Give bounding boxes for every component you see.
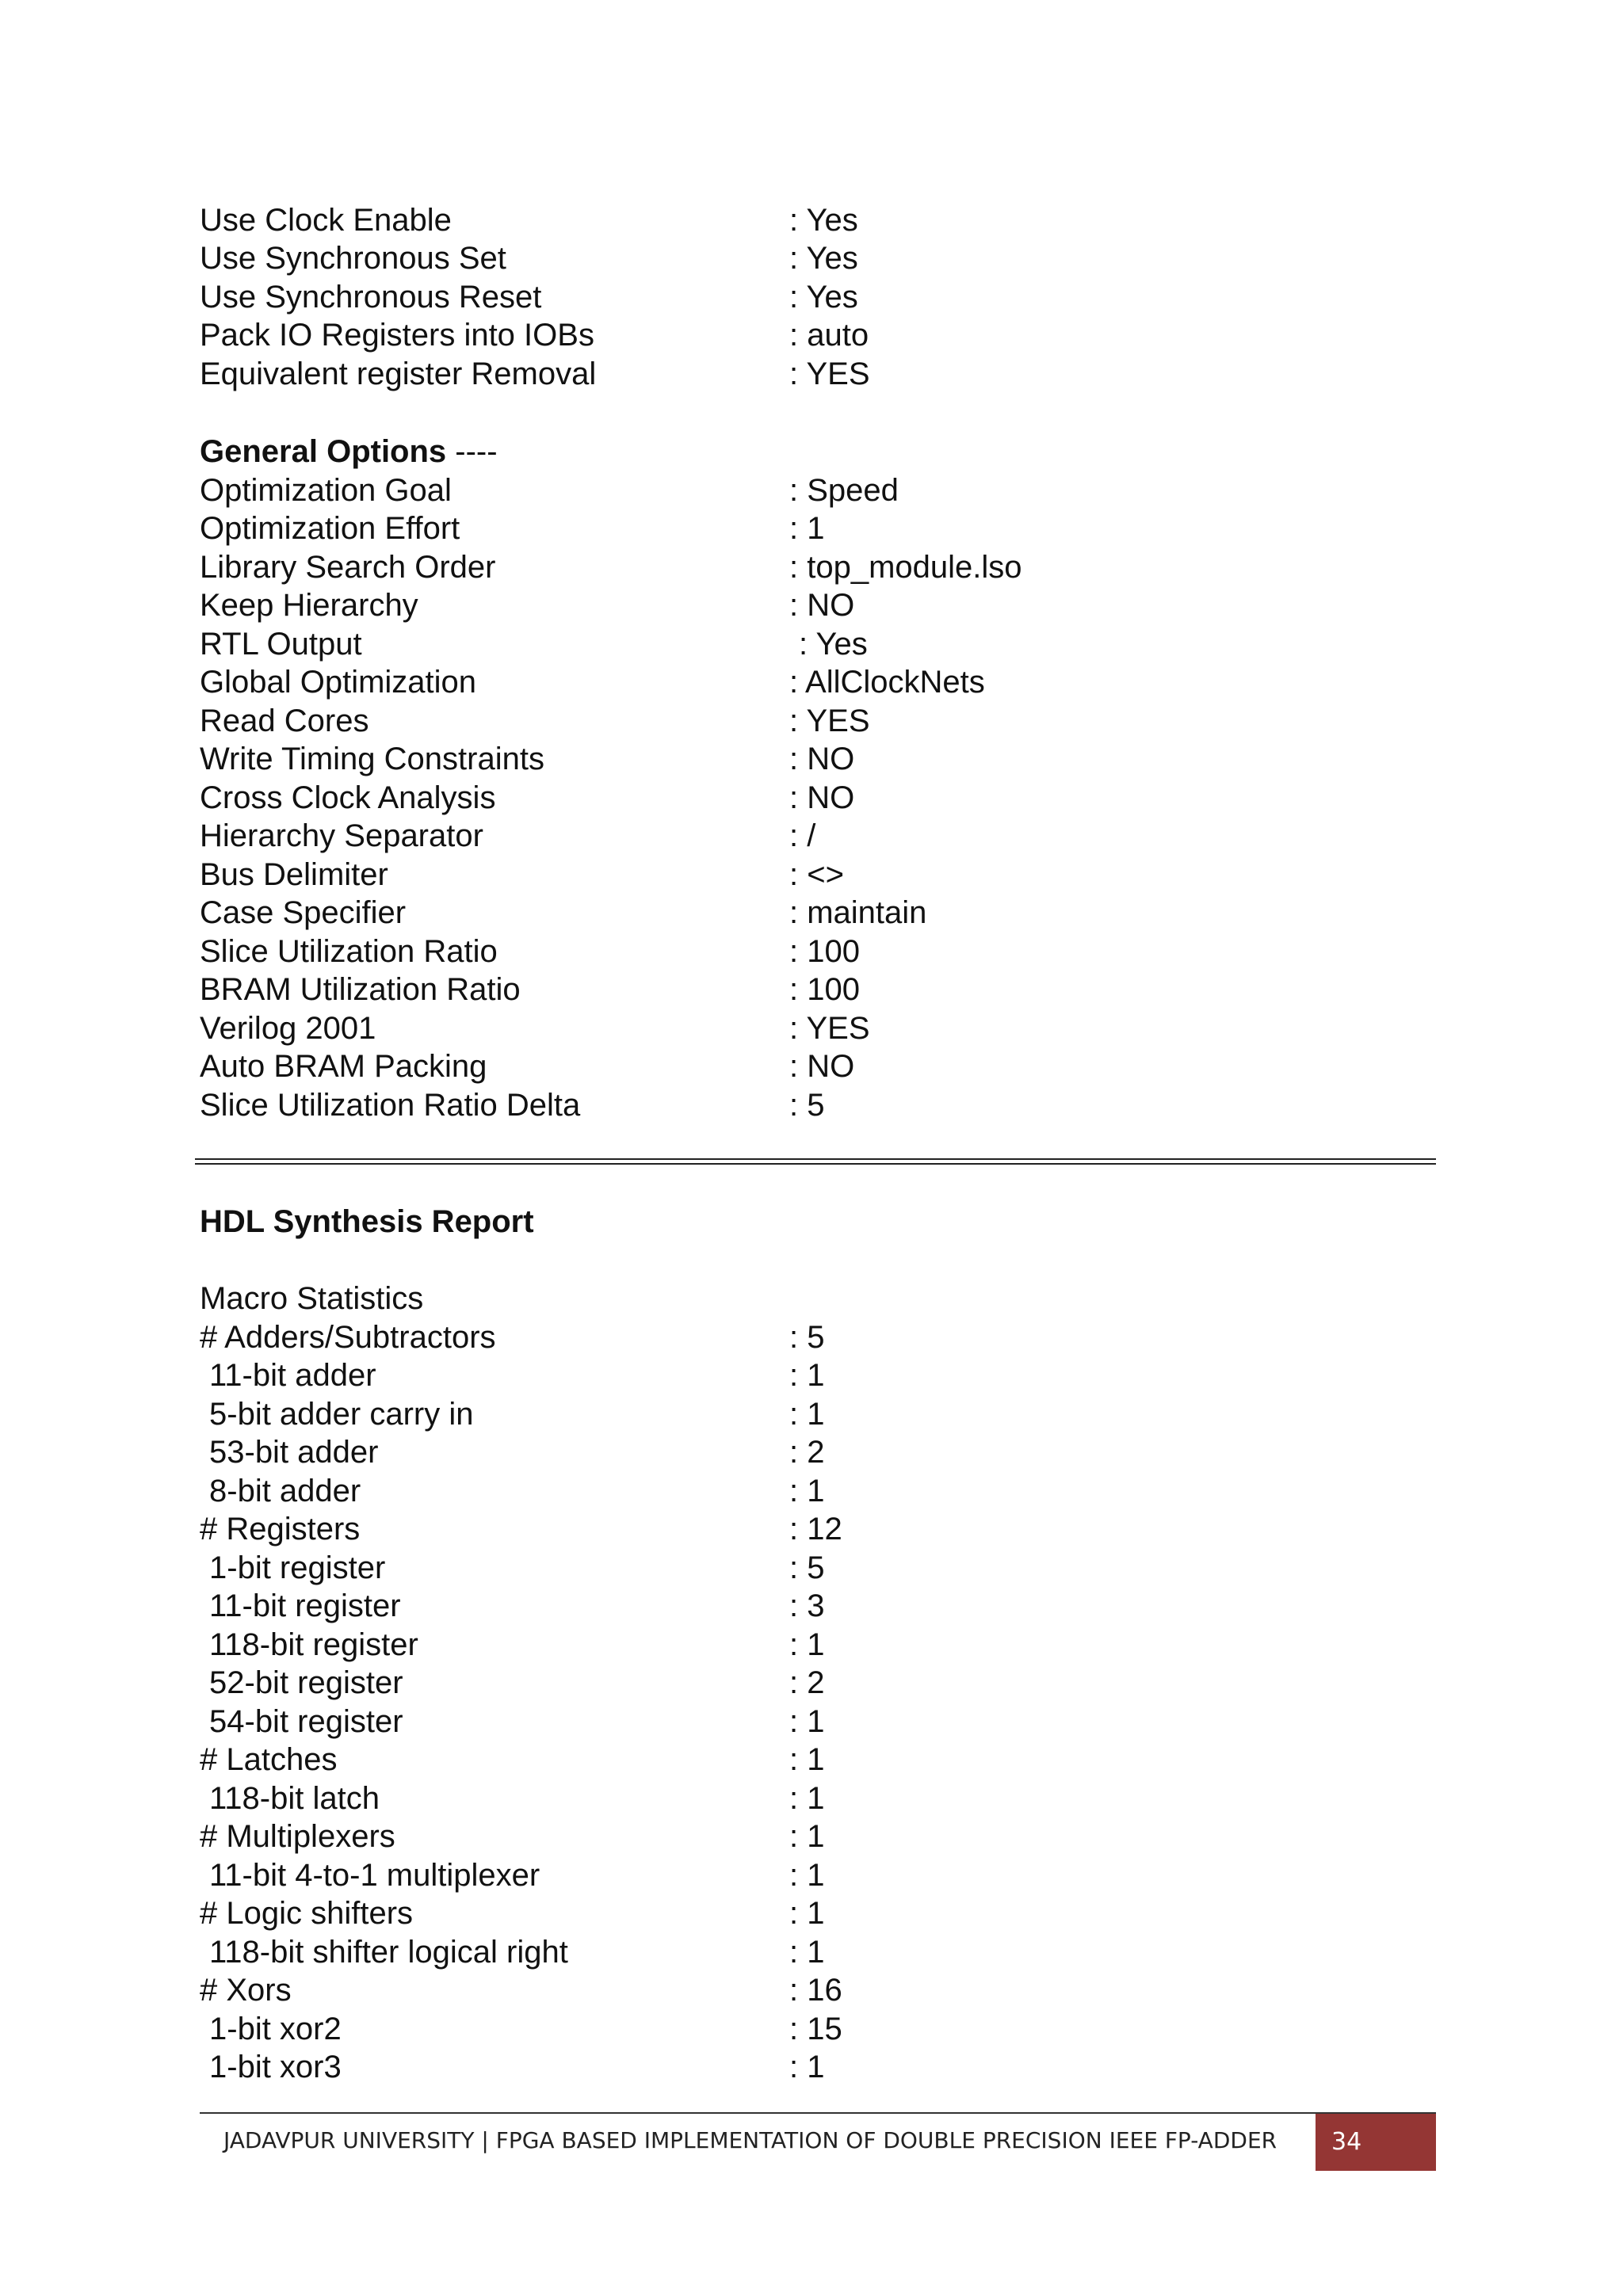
setting-row (200, 817, 1436, 855)
setting-label: 118-bit latch (209, 1781, 380, 1816)
setting-value: : 5 (789, 1088, 825, 1123)
section-heading-label: General Options (200, 434, 447, 469)
setting-value: : 1 (789, 1627, 825, 1662)
setting-label: 11-bit adder (209, 1358, 376, 1393)
setting-label: Global Optimization (200, 665, 477, 700)
setting-value: : 15 (789, 2012, 842, 2046)
setting-value: : 16 (789, 1973, 842, 2008)
setting-label: Hierarchy Separator (200, 818, 483, 853)
setting-value: : 2 (789, 1435, 825, 1470)
setting-row (200, 239, 1436, 277)
setting-label: Auto BRAM Packing (200, 1049, 487, 1084)
setting-label: 54-bit register (209, 1704, 403, 1739)
setting-value: : Yes (789, 203, 858, 238)
setting-label: Verilog 2001 (200, 1011, 376, 1046)
setting-value: : 5 (789, 1550, 825, 1585)
setting-row (200, 933, 1436, 971)
setting-row (200, 1664, 1436, 1702)
setting-row (200, 1009, 1436, 1047)
setting-value: : NO (789, 588, 855, 623)
setting-row (200, 1817, 1436, 1855)
setting-row (200, 316, 1436, 354)
setting-value: : 1 (789, 1397, 825, 1432)
section-heading (200, 1203, 1436, 1241)
setting-label: 11-bit 4-to-1 multiplexer (209, 1858, 540, 1893)
setting-label: # Multiplexers (200, 1819, 395, 1854)
setting-label: Pack IO Registers into IOBs (200, 318, 594, 353)
setting-row (200, 1472, 1436, 1510)
setting-row (200, 509, 1436, 547)
setting-value: : Yes (789, 241, 858, 276)
setting-value: : 1 (789, 511, 825, 546)
setting-row (200, 1356, 1436, 1394)
setting-value: : auto (789, 318, 869, 353)
setting-row (200, 355, 1436, 393)
setting-row (200, 586, 1436, 624)
setting-row (200, 740, 1436, 778)
setting-label: Use Synchronous Set (200, 241, 506, 276)
setting-label: # Logic shifters (200, 1896, 414, 1931)
setting-label: 5-bit adder carry in (209, 1397, 474, 1432)
setting-label: 8-bit adder (209, 1474, 361, 1508)
setting-label: 53-bit adder (209, 1435, 379, 1470)
setting-label: 11-bit register (209, 1589, 401, 1623)
setting-row (200, 1741, 1436, 1779)
setting-row (200, 663, 1436, 701)
setting-value: : 1 (789, 1819, 825, 1854)
setting-value: : 100 (789, 972, 860, 1007)
setting-label: Equivalent register Removal (200, 357, 597, 391)
setting-row (200, 1549, 1436, 1587)
setting-row (200, 2048, 1436, 2086)
setting-row (200, 201, 1436, 239)
setting-label: 1-bit xor2 (209, 2012, 342, 2046)
section-heading-suffix: ---- (446, 434, 498, 469)
setting-value: : 1 (789, 1474, 825, 1508)
setting-label: Slice Utilization Ratio (200, 934, 498, 969)
setting-row (200, 1433, 1436, 1471)
setting-value: : Speed (789, 473, 899, 508)
setting-row (200, 1587, 1436, 1625)
setting-value: : AllClockNets (789, 665, 985, 700)
setting-label: 118-bit shifter logical right (209, 1935, 568, 1970)
setting-value: : / (789, 818, 816, 853)
setting-value: : 1 (789, 1704, 825, 1739)
setting-value: : 1 (789, 1781, 825, 1816)
setting-value: : 5 (789, 1320, 825, 1355)
setting-row (200, 278, 1436, 316)
setting-value: : 1 (789, 1896, 825, 1931)
setting-label: BRAM Utilization Ratio (200, 972, 521, 1007)
setting-row (200, 702, 1436, 740)
setting-label: Use Synchronous Reset (200, 280, 542, 315)
setting-label: Optimization Effort (200, 511, 460, 546)
setting-value: : maintain (789, 895, 927, 930)
setting-value: : YES (789, 1011, 870, 1046)
setting-label: Write Timing Constraints (200, 742, 544, 776)
setting-row (200, 1779, 1436, 1817)
setting-value: : top_module.lso (789, 550, 1022, 585)
setting-label: Case Specifier (200, 895, 407, 930)
setting-row (200, 1395, 1436, 1433)
setting-value: : Yes (799, 627, 868, 662)
setting-value: : 100 (789, 934, 860, 969)
setting-label: 52-bit register (209, 1665, 403, 1700)
setting-label: # Adders/Subtractors (200, 1320, 496, 1355)
setting-value: : 3 (789, 1589, 825, 1623)
setting-row (200, 1933, 1436, 1971)
setting-label: 118-bit register (209, 1627, 418, 1662)
setting-row (200, 971, 1436, 1009)
setting-value: : NO (789, 1049, 855, 1084)
setting-label: 1-bit register (209, 1550, 386, 1585)
setting-label: Read Cores (200, 704, 369, 738)
setting-label: Slice Utilization Ratio Delta (200, 1088, 581, 1123)
page-number: 34 (1316, 2114, 1436, 2171)
setting-row (200, 471, 1436, 509)
setting-label: # Xors (200, 1973, 292, 2008)
setting-label: Cross Clock Analysis (200, 780, 496, 815)
setting-value: : 2 (789, 1665, 825, 1700)
setting-row (200, 856, 1436, 894)
setting-label: Optimization Goal (200, 473, 452, 508)
setting-label: Macro Statistics (200, 1281, 424, 1316)
setting-row (200, 779, 1436, 817)
setting-value: : YES (789, 704, 870, 738)
setting-row (200, 1086, 1436, 1124)
setting-row (200, 1318, 1436, 1356)
setting-value: : <> (789, 857, 844, 892)
setting-label: # Registers (200, 1512, 361, 1547)
setting-row (200, 1856, 1436, 1894)
setting-label: Use Clock Enable (200, 203, 452, 238)
footer-rule (200, 2112, 1436, 2114)
setting-row (200, 1047, 1436, 1085)
setting-value: : 1 (789, 1858, 825, 1893)
setting-value: : 1 (789, 1935, 825, 1970)
setting-row (200, 1626, 1436, 1664)
setting-row (200, 1280, 1436, 1318)
footer-text: JADAVPUR UNIVERSITY | FPGA BASED IMPLEMENTATION OF DOUBLE PRECISION IEEE FP-ADDER (223, 2127, 1277, 2153)
setting-label: Library Search Order (200, 550, 496, 585)
setting-row (200, 1703, 1436, 1741)
setting-row (200, 1510, 1436, 1548)
setting-label: # Latches (200, 1742, 338, 1777)
setting-value: : 1 (789, 1742, 825, 1777)
setting-row (200, 1894, 1436, 1932)
setting-row (200, 2010, 1436, 2048)
setting-value: : 1 (789, 2050, 825, 2084)
setting-label: Keep Hierarchy (200, 588, 418, 623)
setting-value: : NO (789, 780, 855, 815)
setting-value: : Yes (789, 280, 858, 315)
section-heading-label: HDL Synthesis Report (200, 1204, 534, 1239)
section-heading (200, 433, 1436, 471)
setting-value: : 12 (789, 1512, 842, 1547)
setting-row (200, 894, 1436, 932)
section-divider (195, 1158, 1436, 1165)
setting-label: Bus Delimiter (200, 857, 388, 892)
setting-label: RTL Output (200, 627, 362, 662)
setting-value: : 1 (789, 1358, 825, 1393)
setting-row (200, 625, 1436, 663)
setting-row (200, 1971, 1436, 2009)
setting-row (200, 548, 1436, 586)
setting-value: : NO (789, 742, 855, 776)
setting-label: 1-bit xor3 (209, 2050, 342, 2084)
setting-value: : YES (789, 357, 870, 391)
